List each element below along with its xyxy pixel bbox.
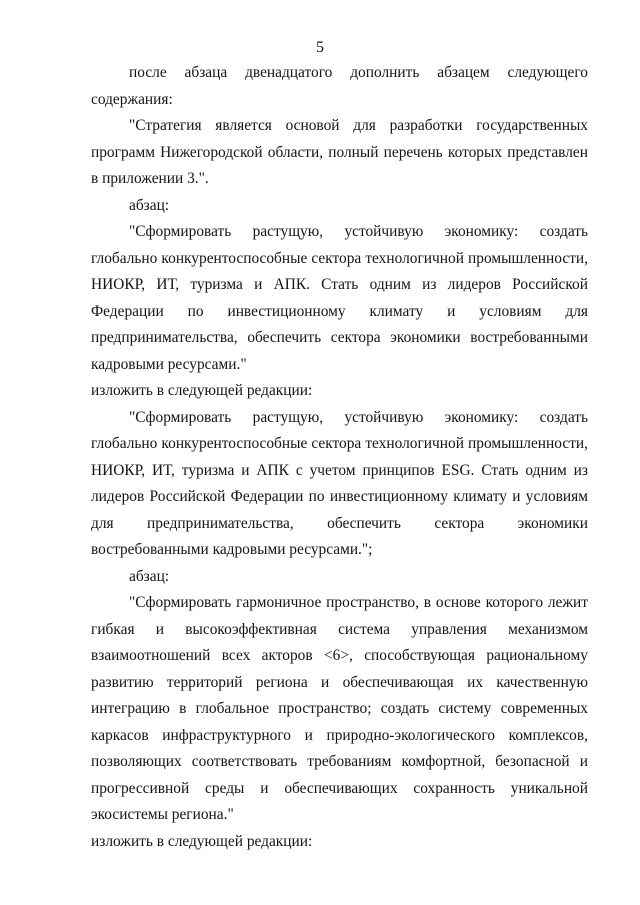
paragraph-label-abzac-1: абзац: [129, 196, 170, 214]
paragraph-economy-old: "Сформировать растущую, устойчивую экономику: создать глобально конкурентоспособные сектора технологичной промышленности, НИОКР, ИТ, туризма и АПК. Стать одним из лидеров Российской Федерации по инвестиционному климату и условиям для предпринимательства, обеспечить сектора экономики востребованными кадровыми ресурсами." [91, 223, 588, 373]
paragraph-add-after-twelfth: после абзаца двенадцатого дополнить абзацем следующего содержания: [91, 64, 588, 108]
paragraph-revision-note-2: изложить в следующей редакции: [91, 832, 313, 850]
paragraph-space-old: "Сформировать гармоничное пространство, в основе которого лежит гибкая и высокоэффективная система управления механизмом взаимоотношений всех акторов <6>, способствующая рациональному развитию территорий региона и обеспечивающая их качественную интеграцию в глобальное пространство; создать систему современных каркасов инфраструктурного и природно-экологического комплексов, позволяющих соответствовать требованиям комфортной, безопасной и прогрессивной среды и обеспечивающих сохранность уникальной экосистемы региона." [91, 594, 588, 823]
paragraph-economy-new: "Сформировать растущую, устойчивую экономику: создать глобально конкурентоспособные сектора технологичной промышленности, НИОКР, ИТ, туризма и АПК с учетом принципов ESG. Стать одним из лидеров Российской Федерации по инвестиционному климату и условиям для предпринимательства, обеспечить сектора экономики востребованными кадровыми ресурсами."; [91, 408, 588, 558]
document-body [91, 60, 588, 855]
paragraph-label-abzac-2: абзац: [129, 567, 170, 585]
paragraph-revision-note-1: изложить в следующей редакции: [91, 382, 313, 399]
page-number: 5 [316, 39, 324, 56]
paragraph-strategy-basis: "Стратегия является основой для разработки государственных программ Нижегородской области, полный перечень которых представлен в приложении 3.". [91, 117, 588, 187]
